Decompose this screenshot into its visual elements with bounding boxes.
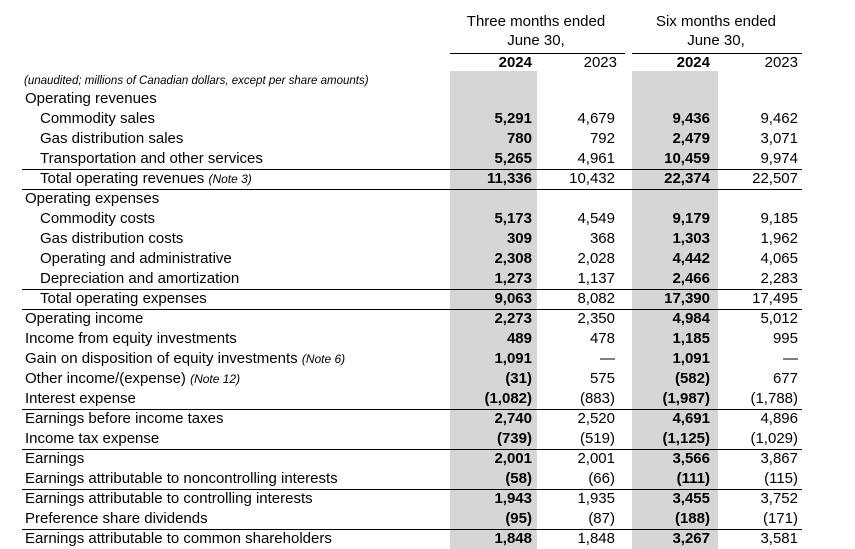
cell-value: 4,984 — [672, 310, 710, 327]
cell-value: 3,267 — [672, 530, 710, 547]
row-label-text: Gas distribution costs — [40, 230, 184, 247]
table-row — [0, 489, 855, 509]
cell-value: 22,507 — [752, 170, 798, 187]
cell-value: 2,350 — [577, 310, 615, 327]
cell-value: (95) — [505, 510, 532, 527]
row-label-text: Operating expenses — [25, 190, 160, 207]
cell-value: 2,028 — [577, 250, 615, 267]
row-label-text: Income from equity investments — [25, 330, 237, 347]
header-three-months-line1: Three months ended — [466, 13, 606, 30]
cell-value: 3,867 — [760, 450, 798, 467]
cell-value: 9,462 — [760, 110, 798, 127]
table-row — [0, 189, 855, 209]
cell-value: 4,961 — [577, 150, 615, 167]
cell-value: 17,495 — [752, 290, 798, 307]
row-label — [25, 329, 237, 349]
row-label — [40, 169, 252, 189]
year-header-six-2023: 2023 — [764, 54, 798, 71]
cell-value: 1,091 — [672, 350, 710, 367]
cell-value: 1,848 — [494, 530, 532, 547]
row-label-text: Preference share dividends — [25, 510, 208, 527]
cell-value: 2,308 — [494, 250, 532, 267]
row-label-text: Transportation and other services — [40, 150, 263, 167]
cell-value: 1,185 — [672, 330, 710, 347]
row-label — [40, 229, 183, 249]
table-row — [0, 429, 855, 449]
cell-value: (1,125) — [662, 430, 710, 447]
cell-value: 1,943 — [494, 490, 532, 507]
table-row — [0, 449, 855, 469]
table-row — [0, 129, 855, 149]
row-label-text: Commodity sales — [40, 110, 156, 127]
cell-value: (66) — [588, 470, 615, 487]
cell-value: (582) — [674, 370, 710, 387]
cell-value: (58) — [505, 470, 532, 487]
table-row — [0, 469, 855, 489]
row-label — [25, 89, 157, 109]
header-six-months-line1: Six months ended — [655, 13, 777, 30]
cell-value: 9,179 — [672, 210, 710, 227]
cell-value: 2,479 — [672, 130, 710, 147]
table-row — [0, 229, 855, 249]
cell-value: 10,459 — [664, 150, 710, 167]
cell-value: 22,374 — [664, 170, 710, 187]
row-label-text: Total operating expenses — [40, 290, 207, 307]
cell-value: 2,520 — [577, 410, 615, 427]
cell-value: 17,390 — [664, 290, 710, 307]
row-label-text: Gas distribution sales — [40, 130, 184, 147]
cell-value: 1,137 — [577, 270, 615, 287]
cell-value: 4,896 — [760, 410, 798, 427]
cell-value: 3,455 — [672, 490, 710, 507]
cell-value: 677 — [772, 370, 798, 387]
cell-value: 489 — [506, 330, 532, 347]
cell-value: 780 — [506, 130, 532, 147]
row-label — [25, 189, 159, 209]
table-row — [0, 349, 855, 369]
cell-value: — — [600, 350, 615, 367]
header-six-months-line2: June 30, — [687, 32, 745, 49]
cell-value: 4,549 — [577, 210, 615, 227]
year-header-three-2024: 2024 — [498, 54, 532, 71]
cell-value: 575 — [589, 370, 615, 387]
row-label-text: Operating revenues — [25, 90, 157, 107]
cell-value: 5,012 — [760, 310, 798, 327]
cell-value: (31) — [505, 370, 532, 387]
row-label-text: Operating income — [25, 310, 144, 327]
cell-value: (519) — [579, 430, 615, 447]
cell-value: 2,001 — [577, 450, 615, 467]
cell-value: 478 — [589, 330, 615, 347]
cell-value: (1,788) — [750, 390, 798, 407]
cell-value: 3,581 — [760, 530, 798, 547]
cell-value: 5,173 — [494, 210, 532, 227]
row-label — [40, 249, 232, 269]
cell-value: 1,273 — [494, 270, 532, 287]
income-statement-table — [0, 89, 855, 549]
cell-value: 8,082 — [577, 290, 615, 307]
row-label-text: Interest expense — [25, 390, 136, 407]
cell-value: 3,566 — [672, 450, 710, 467]
row-label — [25, 449, 84, 469]
cell-value: 2,283 — [760, 270, 798, 287]
cell-value: (111) — [676, 470, 710, 487]
cell-value: 2,466 — [672, 270, 710, 287]
row-label-text: Total operating revenues — [40, 170, 205, 187]
cell-value: 368 — [589, 230, 615, 247]
cell-value: (739) — [496, 430, 532, 447]
table-row — [0, 289, 855, 309]
header-six-months — [630, 12, 802, 50]
table-row — [0, 249, 855, 269]
row-label-text: Gain on disposition of equity investments — [25, 350, 298, 367]
cell-value: (1,987) — [662, 390, 710, 407]
row-label — [25, 389, 136, 409]
table-row — [0, 309, 855, 329]
row-label — [40, 289, 207, 309]
cell-value: 4,442 — [672, 250, 710, 267]
header-three-months — [447, 12, 625, 50]
unaudited-note: (unaudited; millions of Canadian dollars, except per share amounts) — [24, 75, 369, 87]
row-note: (Note 3) — [208, 172, 252, 186]
row-label-text: Earnings attributable to noncontrolling interests — [25, 470, 338, 487]
row-note: (Note 6) — [301, 352, 346, 366]
row-label — [25, 409, 223, 429]
row-label — [25, 509, 208, 529]
cell-value: 10,432 — [569, 170, 615, 187]
cell-value: 3,752 — [760, 490, 798, 507]
row-label-text: Earnings attributable to common shareholders — [25, 530, 332, 547]
row-label-text: Income tax expense — [25, 430, 160, 447]
table-row — [0, 389, 855, 409]
cell-value: 2,740 — [494, 410, 532, 427]
row-label — [25, 429, 159, 449]
cell-value: (1,029) — [750, 430, 798, 447]
row-label-text: Depreciation and amortization — [40, 270, 240, 287]
year-header-six-2024: 2024 — [676, 54, 710, 71]
table-row — [0, 209, 855, 229]
row-label — [25, 489, 313, 509]
year-header-three-2023: 2023 — [583, 54, 617, 71]
cell-value: (188) — [674, 510, 710, 527]
row-label — [25, 369, 240, 389]
row-note: (Note 12) — [190, 372, 241, 386]
row-label-text: Commodity costs — [40, 210, 156, 227]
table-row — [0, 369, 855, 389]
row-label — [25, 469, 338, 489]
cell-value: 1,303 — [672, 230, 710, 247]
table-row — [0, 169, 855, 189]
row-label-text: Operating and administrative — [40, 250, 232, 267]
row-label — [25, 349, 345, 369]
cell-value: 1,962 — [760, 230, 798, 247]
cell-value: 1,848 — [577, 530, 615, 547]
row-label-text: Other income/(expense) — [25, 370, 186, 387]
cell-value: 9,185 — [760, 210, 798, 227]
cell-value: 9,436 — [672, 110, 710, 127]
table-row — [0, 509, 855, 529]
cell-value: 11,336 — [486, 170, 532, 187]
row-label — [40, 269, 239, 289]
row-label — [40, 109, 155, 129]
cell-value: (883) — [579, 390, 615, 407]
table-row — [0, 329, 855, 349]
cell-value: 2,273 — [494, 310, 532, 327]
cell-value: 1,091 — [494, 350, 532, 367]
row-label-text: Earnings before income taxes — [25, 410, 224, 427]
cell-value: (115) — [764, 470, 798, 487]
row-label — [40, 149, 263, 169]
cell-value: (87) — [588, 510, 615, 527]
cell-value: 4,679 — [577, 110, 615, 127]
row-label — [25, 529, 332, 549]
cell-value: 4,691 — [672, 410, 710, 427]
row-label — [40, 129, 183, 149]
table-row — [0, 149, 855, 169]
table-row — [0, 529, 855, 549]
row-label — [40, 209, 155, 229]
cell-value: 5,265 — [494, 150, 532, 167]
cell-value: — — [783, 350, 798, 367]
row-label-text: Earnings attributable to controlling interests — [25, 490, 313, 507]
cell-value: 4,065 — [760, 250, 798, 267]
header-three-months-line2: June 30, — [507, 32, 565, 49]
cell-value: 9,974 — [760, 150, 798, 167]
cell-value: 995 — [772, 330, 798, 347]
row-label — [25, 309, 143, 329]
cell-value: 5,291 — [494, 110, 532, 127]
cell-value: (171) — [762, 510, 798, 527]
cell-value: 792 — [589, 130, 615, 147]
cell-value: 3,071 — [760, 130, 798, 147]
cell-value: 309 — [506, 230, 532, 247]
cell-value: 2,001 — [494, 450, 532, 467]
cell-value: 9,063 — [494, 290, 532, 307]
table-row — [0, 409, 855, 429]
cell-value: 1,935 — [577, 490, 615, 507]
table-row — [0, 269, 855, 289]
table-row — [0, 109, 855, 129]
table-row — [0, 89, 855, 109]
cell-value: (1,082) — [484, 390, 532, 407]
row-label-text: Earnings — [25, 450, 85, 467]
